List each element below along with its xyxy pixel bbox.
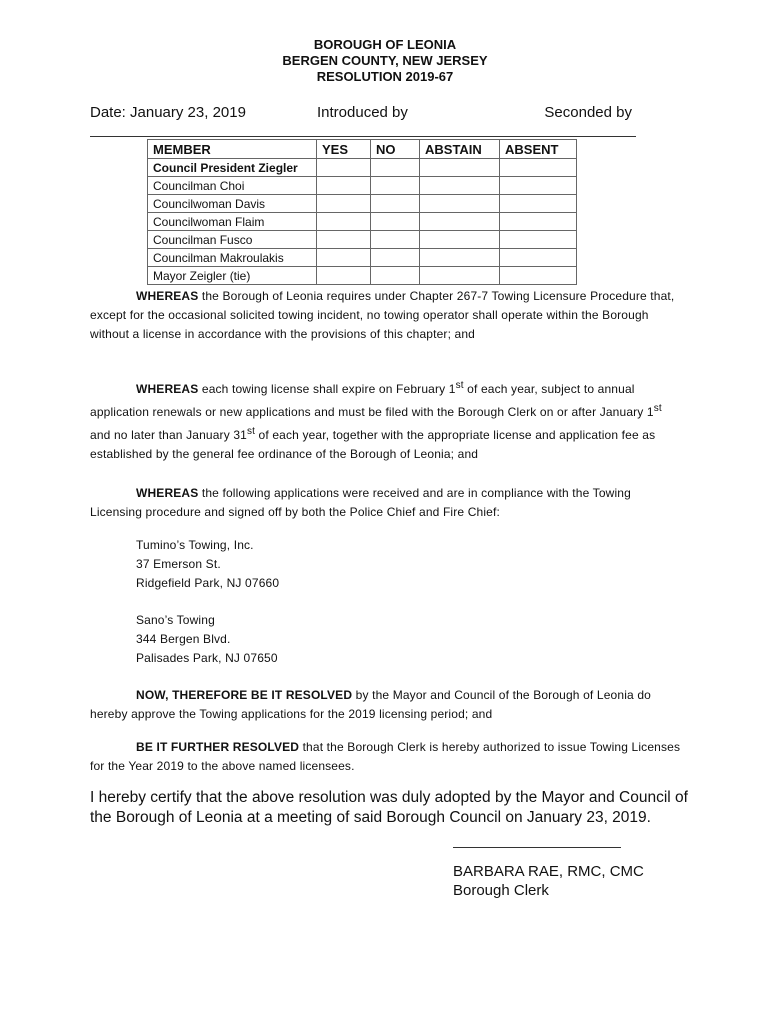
resolved-lead: NOW, THEREFORE BE IT RESOLVED xyxy=(136,688,353,702)
ordinal-suffix: st xyxy=(653,403,662,414)
vote-cell xyxy=(371,267,420,285)
applicant-address-1 xyxy=(90,536,682,593)
vote-cell xyxy=(420,249,500,267)
paragraph-text: of each year, subject to annual application renewals or new applications and must be filed with the Borough Clerk on or after January 1 xyxy=(90,382,654,419)
table-row xyxy=(148,249,577,267)
member-name: Councilwoman Davis xyxy=(148,195,317,213)
applicant-street: 37 Emerson St. xyxy=(136,557,221,571)
header-no: NO xyxy=(371,140,420,159)
vote-cell xyxy=(371,249,420,267)
vote-cell xyxy=(500,267,577,285)
vote-cell xyxy=(371,159,420,177)
vote-cell xyxy=(420,213,500,231)
table-row xyxy=(148,177,577,195)
vote-cell xyxy=(317,195,371,213)
vote-cell xyxy=(500,249,577,267)
document-header xyxy=(0,37,770,85)
header-member: MEMBER xyxy=(148,140,317,159)
vote-cell xyxy=(420,195,500,213)
whereas-paragraph-3 xyxy=(90,484,682,522)
table-row xyxy=(148,195,577,213)
header-absent: ABSENT xyxy=(500,140,577,159)
introduced-by-label: Introduced by xyxy=(317,104,408,121)
resolution-date: Date: January 23, 2019 xyxy=(90,104,246,121)
vote-cell xyxy=(371,213,420,231)
table-row xyxy=(148,213,577,231)
clerk-name: BARBARA RAE, RMC, CMC xyxy=(453,863,644,880)
ordinal-suffix: st xyxy=(455,380,464,391)
signature-line xyxy=(453,847,621,848)
paragraph-text: by the Mayor and Council of the Borough of Leonia do hereby approve the Towing applications for the 2019 licensing period; and xyxy=(90,688,651,721)
member-name: Mayor Zeigler (tie) xyxy=(148,267,317,285)
applicant-street: 344 Bergen Blvd. xyxy=(136,632,231,646)
member-name: Councilman Fusco xyxy=(148,231,317,249)
resolved-paragraph xyxy=(90,686,682,724)
dateline xyxy=(90,104,632,124)
table-row xyxy=(148,159,577,177)
vote-cell xyxy=(317,213,371,231)
vote-table xyxy=(147,139,577,285)
applicant-city: Ridgefield Park, NJ 07660 xyxy=(136,576,280,590)
vote-cell xyxy=(317,249,371,267)
vote-cell xyxy=(371,177,420,195)
applicant-name: Sano’s Towing xyxy=(136,613,215,627)
vote-cell xyxy=(371,195,420,213)
vote-cell xyxy=(420,267,500,285)
paragraph-text: that the Borough Clerk is hereby authorized to issue Towing Licenses for the Year 2019 to the above named licensees. xyxy=(90,740,681,773)
vote-table-header-row xyxy=(148,140,577,159)
vote-cell xyxy=(500,231,577,249)
member-name: Councilwoman Flaim xyxy=(148,213,317,231)
member-name: Councilman Choi xyxy=(148,177,317,195)
paragraph-text: the following applications were received and are in compliance with the Towing Licensing procedure and signed off by both the Police Chief and Fire Chief: xyxy=(90,486,631,519)
table-row xyxy=(148,267,577,285)
header-yes: YES xyxy=(317,140,371,159)
vote-cell xyxy=(500,177,577,195)
whereas-lead: WHEREAS xyxy=(136,486,199,500)
vote-cell xyxy=(420,231,500,249)
vote-cell xyxy=(500,159,577,177)
vote-cell xyxy=(317,267,371,285)
seconded-by-label: Seconded by xyxy=(544,104,632,121)
certification-statement: I hereby certify that the above resolution was duly adopted by the Mayor and Council of the Borough of Leonia at a meeting of said Borough Council on January 23, 2019. xyxy=(90,789,688,826)
vote-cell xyxy=(371,231,420,249)
vote-cell xyxy=(317,159,371,177)
member-name: Councilman Makroulakis xyxy=(148,249,317,267)
clerk-title: Borough Clerk xyxy=(453,882,549,899)
vote-cell xyxy=(317,177,371,195)
table-row xyxy=(148,231,577,249)
vote-cell xyxy=(500,213,577,231)
paragraph-text: and no later than January 31 xyxy=(90,428,247,442)
applicant-name: Tumino’s Towing, Inc. xyxy=(136,538,254,552)
further-resolved-lead: BE IT FURTHER RESOLVED xyxy=(136,740,300,754)
applicant-city: Palisades Park, NJ 07650 xyxy=(136,651,278,665)
county-state: BERGEN COUNTY, NEW JERSEY xyxy=(282,53,488,68)
ordinal-suffix: st xyxy=(246,426,256,437)
whereas-paragraph-1 xyxy=(90,287,682,344)
paragraph-text: each towing license shall expire on February 1 xyxy=(198,382,456,396)
whereas-lead: WHEREAS xyxy=(136,289,199,303)
signature-block xyxy=(453,862,644,900)
paragraph-text: of each year, together with the appropriate license and application fee as established by the general fee ordinance of the Borough of Leonia; and xyxy=(90,428,656,461)
whereas-paragraph-2 xyxy=(90,376,682,464)
vote-cell xyxy=(420,177,500,195)
resolution-number: RESOLUTION 2019-67 xyxy=(316,69,454,84)
whereas-lead: WHEREAS xyxy=(136,382,199,396)
vote-cell xyxy=(420,159,500,177)
member-name: Council President Ziegler xyxy=(148,159,317,177)
vote-cell xyxy=(500,195,577,213)
header-abstain: ABSTAIN xyxy=(420,140,500,159)
dateline-divider xyxy=(90,136,636,137)
further-resolved-paragraph xyxy=(90,738,682,776)
vote-cell xyxy=(317,231,371,249)
paragraph-text: the Borough of Leonia requires under Chapter 267-7 Towing Licensure Procedure that, except for the occasional solicited towing incident, no towing operator shall operate within the Borough without a license in accordance with the provisions of this chapter; and xyxy=(90,289,675,341)
borough-name: BOROUGH OF LEONIA xyxy=(313,37,457,52)
applicant-address-2 xyxy=(90,611,682,668)
